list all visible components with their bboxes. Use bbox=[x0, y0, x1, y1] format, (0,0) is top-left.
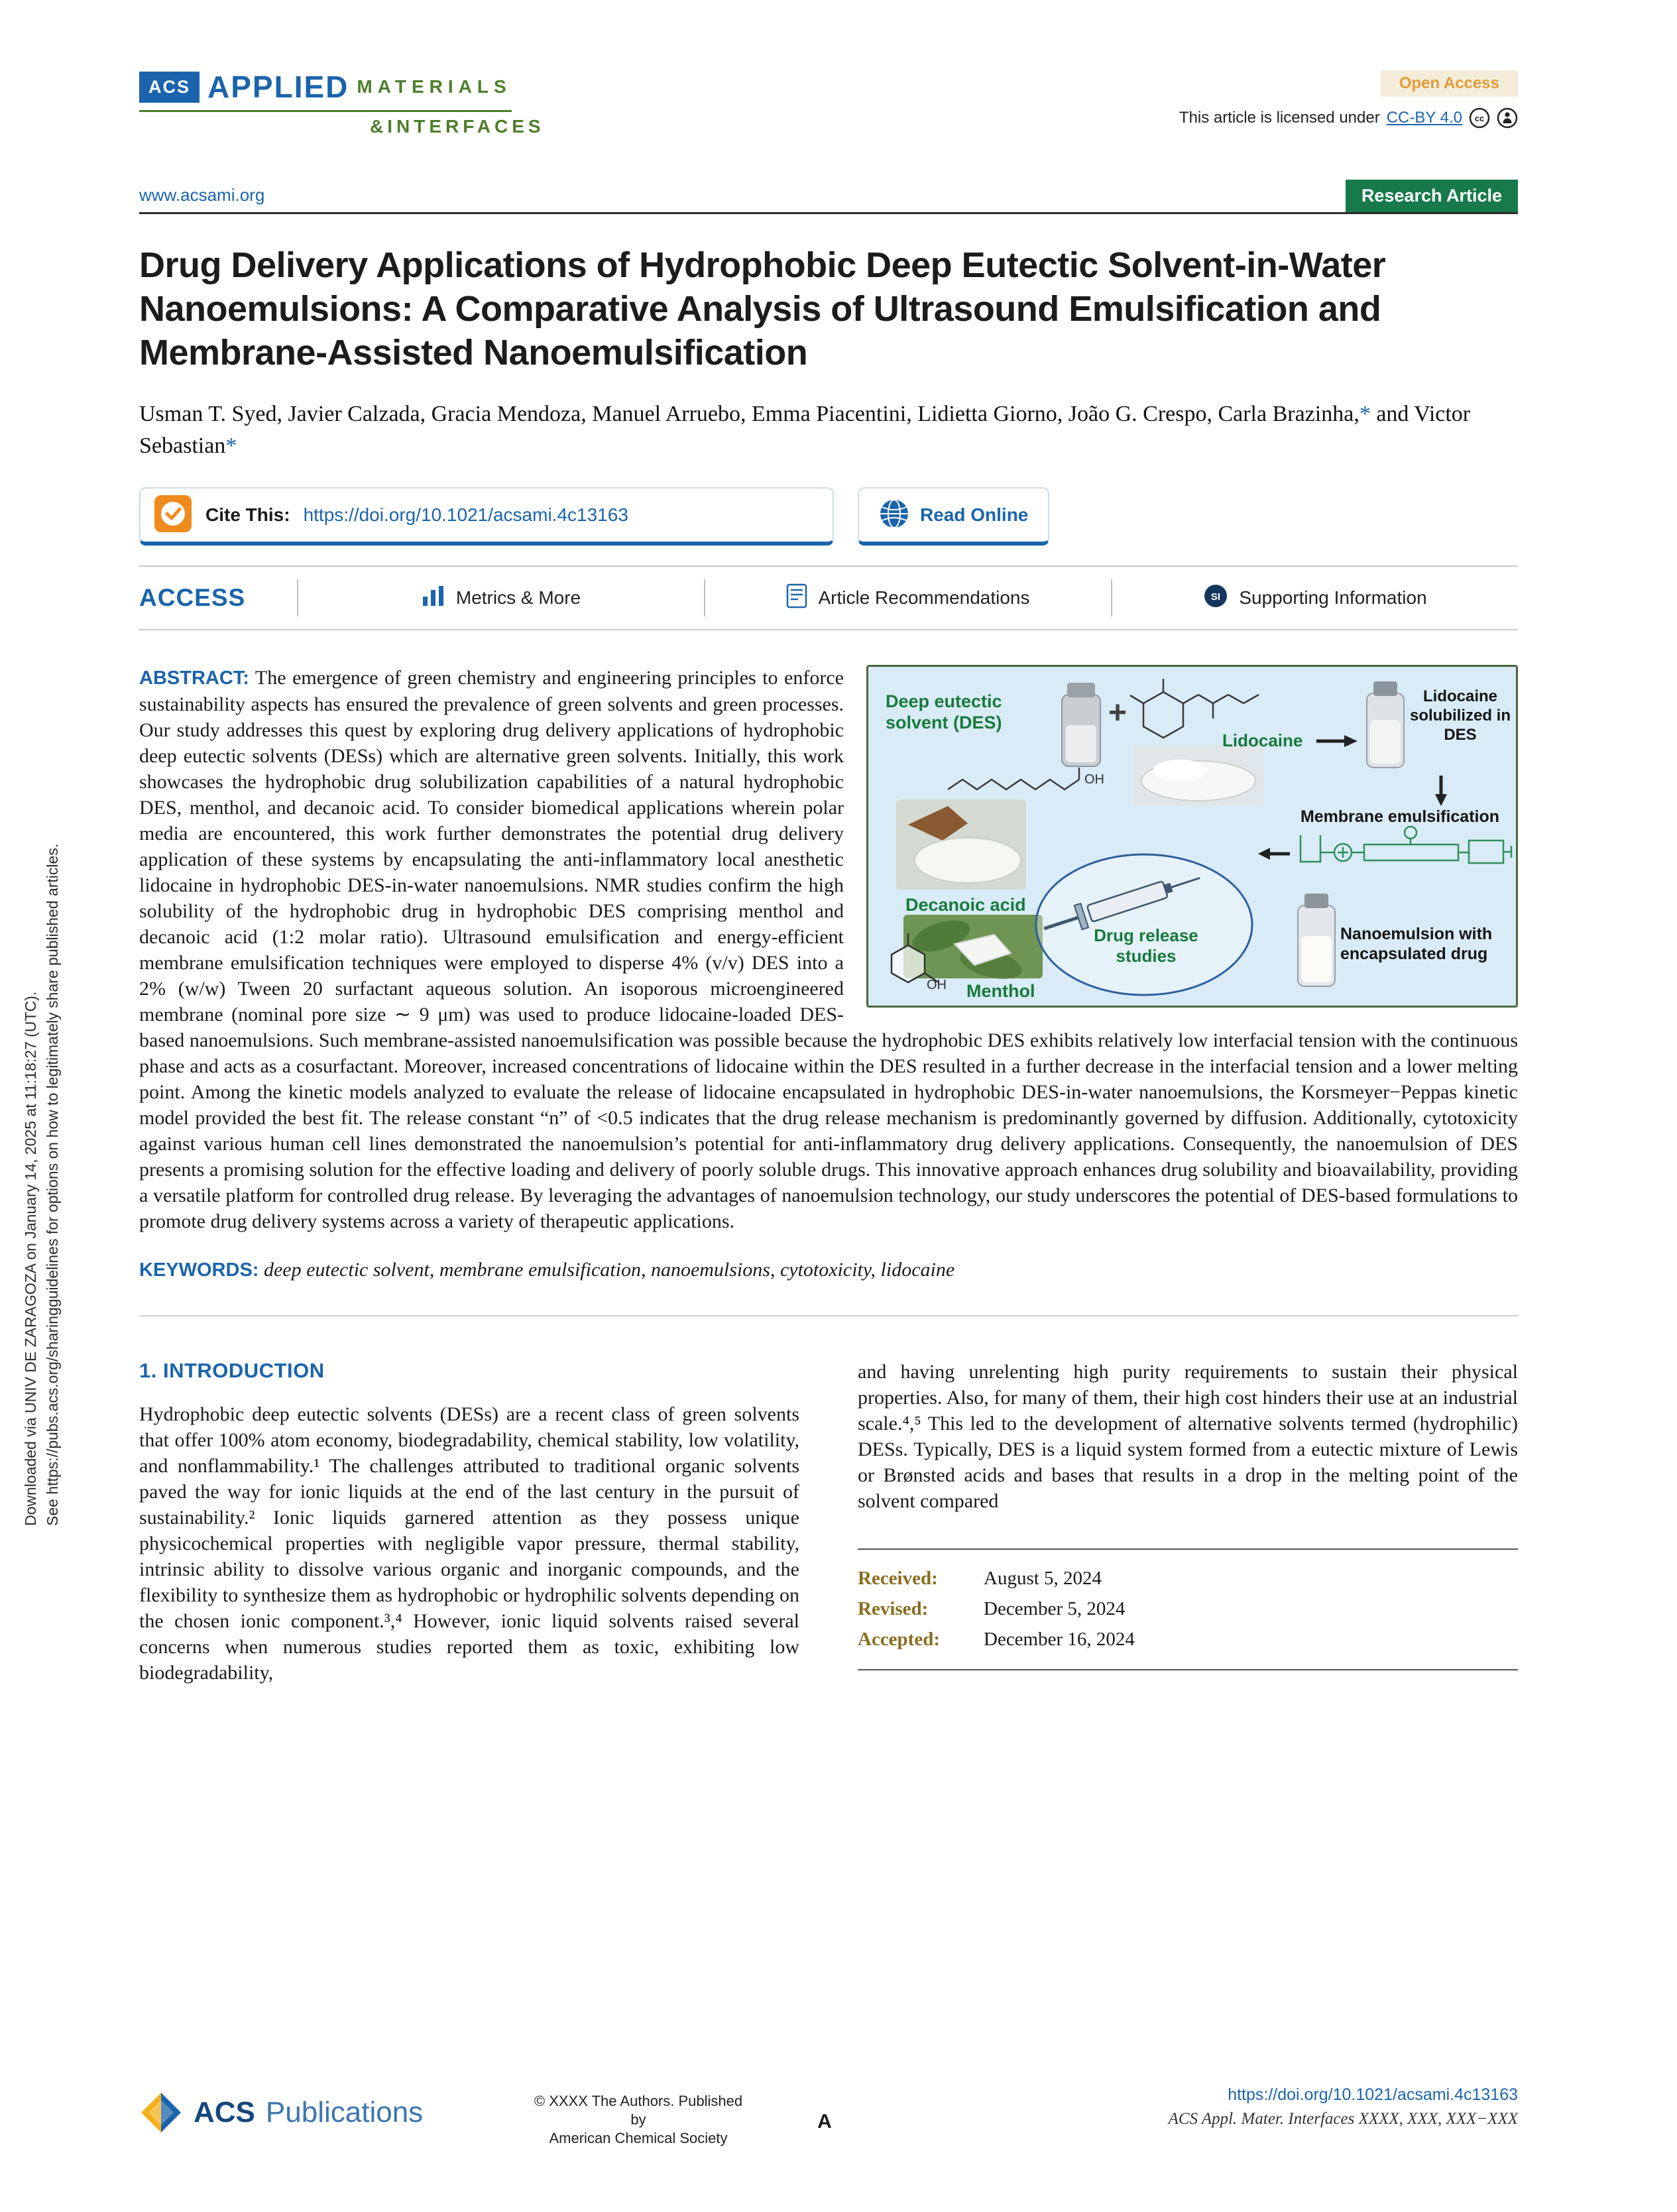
lidocaine-in-des-vial bbox=[1367, 681, 1404, 768]
read-online-label: Read Online bbox=[920, 504, 1029, 525]
figure-label-nanoemulsion: Nanoemulsion with encapsulated drug bbox=[1340, 925, 1493, 963]
recommendations-label: Article Recommendations bbox=[818, 587, 1030, 608]
journal-logo bbox=[139, 69, 545, 137]
keywords-label: KEYWORDS: bbox=[139, 1259, 259, 1281]
license-text: This article is licensed under bbox=[1179, 109, 1380, 127]
bar-chart-icon bbox=[422, 585, 445, 612]
metrics-label: Metrics & More bbox=[455, 587, 581, 608]
introduction-heading: 1. INTRODUCTION bbox=[139, 1359, 325, 1382]
figure-label-decanoic: Decanoic acid bbox=[905, 895, 1026, 915]
corresponding-author-star[interactable]: * bbox=[225, 434, 237, 458]
logo-materials: MATERIALS bbox=[357, 76, 512, 97]
acs-publications-logo[interactable] bbox=[139, 2091, 423, 2134]
footer-citation-block bbox=[1169, 2085, 1518, 2128]
corresponding-author-star[interactable]: * bbox=[1359, 402, 1371, 426]
acs-diamond-icon bbox=[139, 2091, 183, 2134]
oh-label: OH bbox=[1084, 772, 1104, 787]
figure-label-solubilized: Lidocaine solubilized in DES bbox=[1409, 687, 1511, 744]
revised-row bbox=[858, 1594, 1518, 1624]
received-label: Received: bbox=[858, 1568, 938, 1589]
page-footer bbox=[139, 2081, 1518, 2187]
revised-date: December 5, 2024 bbox=[984, 1598, 1126, 1619]
article-dates-box bbox=[858, 1548, 1518, 1670]
page-title: Drug Delivery Applications of Hydrophobic Deep Eutectic Solvent-in-Water Nanoemulsions: A Comparative Analysis of Ultrasound Emulsification and Membrane-Assisted Nanoemulsification bbox=[139, 245, 1386, 373]
lidocaine-powder-photo bbox=[1133, 745, 1263, 806]
journal-site-link[interactable]: www.acsami.org bbox=[139, 185, 265, 205]
footer-acs: ACS bbox=[194, 2096, 255, 2128]
svg-text:SI: SI bbox=[1211, 591, 1221, 603]
accepted-row bbox=[858, 1624, 1518, 1655]
cc-by-link[interactable]: CC-BY 4.0 bbox=[1386, 109, 1462, 127]
cc-by-icon bbox=[1497, 107, 1518, 129]
cite-row bbox=[139, 487, 1518, 546]
accepted-date: December 16, 2024 bbox=[984, 1629, 1135, 1650]
si-icon bbox=[1203, 583, 1228, 613]
lidocaine-structure bbox=[1130, 679, 1259, 738]
authors-and: and Victor Sebastian bbox=[139, 402, 1471, 458]
masthead bbox=[139, 69, 1518, 137]
membrane-setup-diagram bbox=[1301, 827, 1511, 863]
flow-arrows bbox=[1258, 735, 1447, 860]
cite-this-box[interactable] bbox=[139, 487, 834, 546]
authors-main: Usman T. Syed, Javier Calzada, Gracia Mendoza, Manuel Arruebo, Emma Piacentini, Lidietta Giorno, João G. Crespo, Carla Brazinha, bbox=[139, 402, 1359, 426]
access-tab[interactable]: ACCESS bbox=[139, 584, 246, 611]
copyright-line1: © XXXX The Authors. Published by bbox=[534, 2093, 743, 2128]
keywords-text: deep eutectic solvent, membrane emulsification, nanoemulsions, cytotoxicity, lidocaine bbox=[263, 1259, 955, 1281]
abstract-text: The emergence of green chemistry and engineering principles to enforce sustainability aspects has ensured the prevalence of green solvents and green processes. Our study addresses this quest by exploring drug delivery applications of hydrophobic deep eutectic solvents (DESs) which are alternative green solvents. Initially, this work showcases the hydrophobic drug solubilization capabilities of a natural hydrophobic DES, menthol, and decanoic acid. To consider biomedical applications wherein polar media are encountered, this work further demonstrates the potential drug delivery application of these systems by encapsulating the anti-inflammatory local anesthetic lidocaine in hydrophobic DES-in-water nanoemulsions. NMR studies confirm the high solubility of the hydrophobic drug in hydrophobic DES comprising menthol and decanoic acid (1:2 molar ratio). Ultrasound emulsification and energy-efficient membrane emulsification techniques were employed to disperse 4% (v/v) DES into a 2% (w/w) Tween 20 surfactant aqueous solution. An isoporous microengineered membrane (nominal pore size ∼ 9 μm) was used to produce lidocaine-loaded DES-based nanoemulsions. Such membrane-assisted nanoemulsification was possible because the hydrophobic DES exhibits relatively low interfacial tension with the continuous phase and acts as a cosurfactant. Moreover, increased concentrations of lidocaine within the DES resulted in a further decrease in the interfacial tension and a lower melting point. Among the kinetic models analyzed to evaluate the release of lidocaine encapsulated in hydrophobic DES-in-water nanoemulsions, the Korsmeyer−Peppas kinetic model provided the best fit. The release constant “n” of <0.5 indicates that the drug release mechanism is predominantly governed by diffusion. Additionally, cytotoxicity against various human cell lines demonstrated the nanoemulsion’s potential for anti-inflammatory drug delivery applications. Consequently, the nanoemulsion of DES presents a promising solution for the effective loading and delivery of poorly soluble drugs. This innovative approach enhances drug solubility and bioavailability, providing a versatile platform for controlled drug release. By leveraging the advantages of nanoemulsion technology, our study underscores the potential of DES-based formulations to promote drug delivery systems across a variety of therapeutic applications. bbox=[139, 667, 1518, 1232]
cite-label: Cite This: bbox=[205, 504, 290, 525]
acs-logo-box: ACS bbox=[139, 72, 200, 103]
abstract-label: ABSTRACT: bbox=[139, 668, 249, 689]
license-line bbox=[1179, 107, 1518, 129]
cc-icon bbox=[1469, 107, 1490, 129]
author-list bbox=[139, 398, 1518, 462]
nanoemulsion-vial bbox=[1298, 894, 1335, 986]
read-online-button[interactable] bbox=[858, 487, 1049, 546]
download-notice bbox=[20, 669, 64, 1526]
recommendations-tab[interactable] bbox=[705, 583, 1111, 613]
body-columns bbox=[139, 1359, 1518, 1686]
journal-citation: ACS Appl. Mater. Interfaces XXXX, XXX, XXX−XXX bbox=[1168, 2110, 1518, 2128]
copyright-notice bbox=[529, 2092, 748, 2148]
open-access-badge: Open Access bbox=[1381, 70, 1518, 97]
footer-doi-link[interactable]: https://doi.org/10.1021/acsami.4c13163 bbox=[1228, 2085, 1518, 2104]
right-column bbox=[858, 1359, 1518, 1686]
footer-publications: Publications bbox=[265, 2096, 424, 2128]
received-row bbox=[858, 1563, 1518, 1594]
globe-icon bbox=[879, 498, 909, 532]
graphical-abstract bbox=[866, 665, 1518, 1008]
article-doc-icon bbox=[786, 583, 807, 613]
figure-label-menthol: Menthol bbox=[966, 981, 1035, 1001]
download-notice-line1: Downloaded via UNIV DE ZARAGOZA on January 14, 2025 at 11:18:27 (UTC). bbox=[22, 991, 39, 1526]
logo-interfaces: &INTERFACES bbox=[370, 116, 545, 137]
article-type-badge: Research Article bbox=[1346, 180, 1518, 212]
cite-check-icon bbox=[154, 495, 192, 536]
figure-label-membrane: Membrane emulsification bbox=[1300, 807, 1500, 826]
revised-label: Revised: bbox=[858, 1598, 929, 1619]
plus-sign: + bbox=[1108, 695, 1128, 730]
decanoic-acid-photo bbox=[896, 799, 1026, 890]
introduction-paragraph-1: Hydrophobic deep eutectic solvents (DESs) are a recent class of green solvents that offer 100% atom economy, biodegradability, chemical stability, low volatility, and nonflammability.¹ The challenges attributed to traditional organic solvents paved the way for ionic liquids at the end of the last century in the pursuit of sustainability.² Ionic liquids garnered attention as they possess unique physicochemical properties with negligible vapor pressure, thermal stability, intrinsic ability to dissolve various organic and inorganic compounds, and the flexibility to synthesize them as hydrophobic or hydrophilic solvents depending on the chosen ionic component.³,⁴ However, ionic liquid solvents raised several concerns when numerous studies reported them as toxic, exhibiting low biodegradability, bbox=[139, 1403, 799, 1684]
des-vial-graphic bbox=[1062, 683, 1100, 766]
keywords-line bbox=[139, 1257, 1518, 1283]
supporting-info-label: Supporting Information bbox=[1239, 587, 1427, 608]
left-column bbox=[139, 1359, 799, 1686]
oh-label: OH bbox=[927, 978, 947, 992]
decanoic-acid-structure bbox=[948, 768, 1079, 789]
access-bar bbox=[139, 565, 1518, 630]
abstract-section bbox=[139, 665, 1518, 1234]
received-date: August 5, 2024 bbox=[984, 1568, 1102, 1589]
supporting-info-tab[interactable] bbox=[1112, 583, 1518, 613]
figure-label-release: Drug release studies bbox=[1094, 925, 1198, 966]
site-row bbox=[139, 180, 1518, 214]
logo-applied: APPLIED bbox=[207, 70, 349, 104]
cite-doi-link[interactable]: https://doi.org/10.1021/acsami.4c13163 bbox=[303, 504, 628, 525]
introduction-paragraph-2: and having unrelenting high purity requirements to sustain their physical properties. Also, for many of them, their high cost hinders their use at an industrial scale.⁴,⁵ This led to the development of alternative solvents termed (hydrophilic) DESs. Typically, DES is a liquid system formed from a eutectic mixture of Lewis or Brønsted acids and bases that results in a drop in the melting point of the solvent compared bbox=[858, 1361, 1518, 1512]
copyright-line2: American Chemical Society bbox=[549, 2130, 728, 2146]
download-notice-line2: See https://pubs.acs.org/sharingguidelines for options on how to legitimately share published articles. bbox=[44, 843, 61, 1526]
accepted-label: Accepted: bbox=[858, 1629, 941, 1650]
page-number: A bbox=[817, 2111, 832, 2132]
figure-label-des: Deep eutectic solvent (DES) bbox=[886, 691, 1002, 732]
svg-text:cc: cc bbox=[1474, 113, 1485, 123]
section-divider bbox=[139, 1315, 1518, 1316]
drug-release-ellipse bbox=[1036, 854, 1252, 995]
figure-label-lidocaine: Lidocaine bbox=[1222, 730, 1303, 750]
metrics-tab[interactable] bbox=[298, 585, 704, 612]
